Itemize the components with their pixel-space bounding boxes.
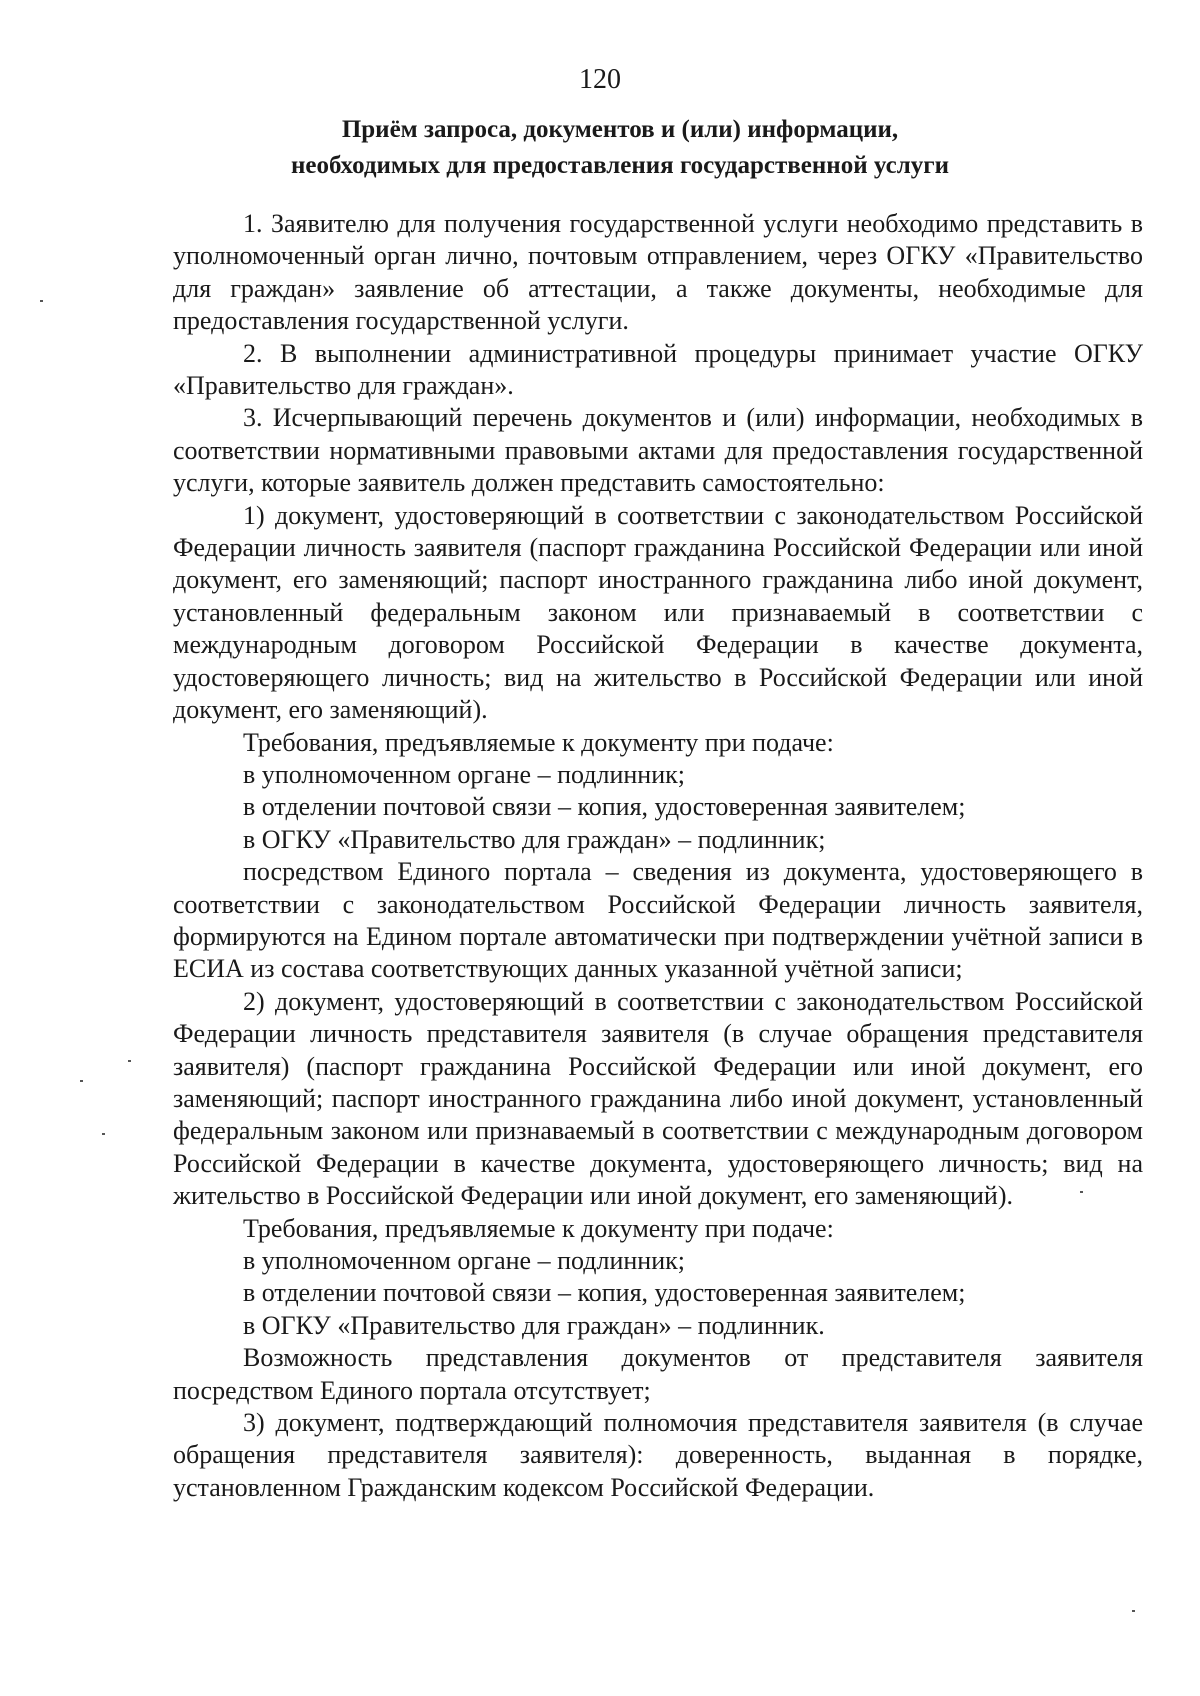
scan-speck [1080,1191,1083,1193]
scan-speck [128,1060,131,1062]
requirement-item: в ОГКУ «Правительство для граждан» – подлинник. [243,1310,825,1340]
requirement-item: в уполномоченном органе – подлинник; [243,1246,685,1275]
requirement-item: в ОГКУ «Правительство для граждан» – подлинник; [243,824,826,854]
requirement-item: в уполномоченном органе – подлинник; [243,759,685,789]
page-number: 120 [579,64,621,95]
paragraph-2: 2. В выполнении административной процедуры принимает участие ОГКУ «Правительство для граждан». [173,338,1143,401]
paragraph-3: 3. Исчерпывающий перечень документов и (или) информации, необходимых в соответствии нормативными правовыми актами для предоставления государственной услуги, которые заявитель должен представить самостоятельно: [173,403,1143,498]
requirement-item: в отделении почтовой связи – копия, удостоверенная заявителем; [243,792,966,822]
section-title-line-2: необходимых для предоставления государственной услуги [291,152,949,179]
section-title-line-1: Приём запроса, документов и (или) информации, [341,116,899,143]
document-body [173,208,1143,1504]
portal-note: Возможность представления документов от представителя заявителя посредством Единого портала отсутствует; [173,1343,1143,1405]
requirement-item: посредством Единого портала – сведения из документа, удостоверяющего в соответствии с законодательством Российской Федерации личность заявителя, формируются на Едином портале автоматически при подтверждении учётной записи в ЕСИА из состава соответствующих данных указанной учётной записи; [173,857,1143,984]
requirements-heading-1: Требования, предъявляемые к документу при подаче: [243,727,834,757]
list-item-1: 1) документ, удостоверяющий в соответствии с законодательством Российской Федерации личность заявителя (паспорт гражданина Российской Федерации или иной документ, его заменяющий; паспорт иностранного гражданина либо иной документ, установленный федеральным законом или признаваемый в соответствии с международным договором Российской Федерации в качестве документа, удостоверяющего личность; вид на жительство в Российской Федерации или иной документ, его заменяющий). [173,500,1143,725]
list-item-3: 3) документ, подтверждающий полномочия представителя заявителя (в случае обращения представителя заявителя): доверенность, выданная в порядке, установленном Гражданским кодексом Российской Федерации. [173,1408,1143,1502]
scan-speck [1132,1610,1135,1612]
requirements-heading-2: Требования, предъявляемые к документу при подаче: [243,1213,834,1243]
scan-speck [80,1080,83,1082]
scan-speck [40,300,43,302]
list-item-2: 2) документ, удостоверяющий в соответствии с законодательством Российской Федерации личность представителя заявителя (в случае обращения представителя заявителя) (паспорт гражданина Российской Федерации или иной документ, его заменяющий; паспорт иностранного гражданина либо иной документ, установленный федеральным законом или признаваемый в соответствии с международным договором Российской Федерации в качестве документа, удостоверяющего личность; вид на жительство в Российской Федерации или иной документ, его заменяющий). [173,986,1143,1211]
paragraph-1: 1. Заявителю для получения государственной услуги необходимо представить в уполномоченный орган лично, почтовым отправлением, через ОГКУ «Правительство для граждан» заявление об аттестации, а также документы, необходимые для предоставления государственной услуги. [173,209,1143,336]
requirement-item: в отделении почтовой связи – копия, удостоверенная заявителем; [243,1278,966,1308]
scan-speck [102,1133,105,1135]
section-title [160,112,1080,184]
